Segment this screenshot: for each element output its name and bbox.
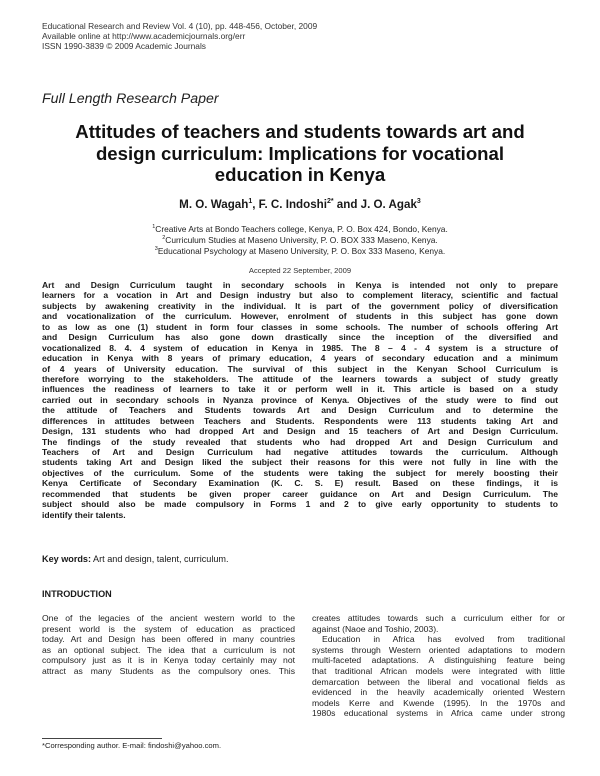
keywords-label: Key words:: [42, 554, 92, 564]
affiliation-mark: 2: [162, 235, 166, 242]
abstract: [42, 280, 558, 520]
abstract-line: and vocationalization of the curriculum. However, enrolment of students in this subject has gone down: [42, 311, 558, 322]
abstract-line: students taking Art and Design liked the subject their reasons for this were not fully in line with the: [42, 457, 558, 468]
abstract-line: learners for a vocation in Art and Design industry but also to complement literacy, scientific and factual: [42, 290, 558, 301]
paper-title: Attitudes of teachers and students towards art and design curriculum: Implications for vocational education in Kenya: [75, 121, 525, 185]
author-affiliation-mark: 3: [416, 198, 421, 206]
body-text-line: Education in Africa has evolved from traditional: [322, 634, 565, 645]
abstract-line: subject should also be made compulsory in Forms 1 and 2 to give early opportunity to students to: [42, 499, 558, 510]
abstract-line: identify their talents.: [42, 509, 126, 520]
keywords: [42, 554, 229, 564]
affiliation-mark: 3: [154, 246, 158, 253]
abstract-line: carried out in secondary schools in Nyanza province of Kenya. Objectives of the study were to find out: [42, 394, 558, 405]
abstract-line: subjects by awakening creativity in the individual. It is part of the government policy of diversification: [42, 300, 558, 311]
body-text-line: that traditional African models were integrated with little: [312, 665, 565, 676]
abstract-line: of 4 years of University education. The survival of this subject in the Kenyan School Curriculum is: [42, 363, 558, 374]
journal-url: Available online at http://www.academicjournals.org/err: [42, 31, 246, 42]
body-text-line: multi-faceted adaptations. A distinguishing feature being: [312, 655, 565, 666]
body-text-line: as an optional subject. The idea that a curriculum is not: [42, 644, 295, 655]
body-text-line: present world is the system of education as practiced: [42, 623, 295, 634]
abstract-line: vocationalized 8. 4. 4 system of education in Kenya in 1985. The 8 – 4 - 4 system is a structure of: [42, 342, 558, 353]
corresponding-author-footnote: *Corresponding author. E-mail: findoshi@yahoo.com.: [42, 741, 222, 750]
accepted-date: Accepted 22 September, 2009: [248, 266, 352, 275]
body-text-line: attract as many Students as the compulsory ones. This: [42, 665, 295, 676]
body-column-left: [42, 613, 295, 677]
author-separator: and: [333, 198, 361, 211]
body-text-line: creates attitudes towards such a curriculum either for or: [312, 613, 565, 623]
journal-citation: Educational Research and Review Vol. 4 (10), pp. 448-456, October, 2009: [42, 21, 318, 31]
affiliation-line: [80, 235, 520, 246]
affiliations: [80, 224, 520, 258]
body-text-line: demarcation between the liberal and vocational fields as: [312, 676, 565, 687]
body-column-right: [312, 613, 565, 719]
abstract-line: influences the readiness of learners to take it or perform well in it. This article is based on a study: [42, 384, 558, 395]
abstract-line: therefore worrying to the stakeholders. The attitude of the learners towards a subject of study greatly: [42, 373, 558, 384]
abstract-line: Art and Design Curriculum taught in secondary schools in Kenya is intended not only to prepare: [42, 280, 558, 290]
abstract-line: education in Kenya with 8 years of primary education, 4 years of secondary education and a minimum: [42, 353, 558, 364]
body-text-line: today. Art and Design has been offered in many countries: [42, 634, 295, 645]
author-affiliation-mark: 2*: [326, 198, 334, 206]
abstract-line: and Design Curriculum has also gone down drastically since the inception of the diversified and: [42, 332, 558, 343]
body-text-line: evidenced in the heavily academically oriented Western: [312, 687, 565, 698]
abstract-line: Teachers of Art and Design Curriculum had negative attitudes towards the curriculum. Although: [42, 447, 558, 457]
journal-issn: ISSN 1990-3839 © 2009 Academic Journals: [42, 41, 206, 52]
affiliation-mark: 1: [152, 224, 156, 231]
keywords-text: Art and design, talent, curriculum.: [91, 554, 229, 564]
affiliation-text: Creative Arts at Bondo Teachers college, Kenya, P. O. Box 424, Bondo, Kenya.: [155, 224, 448, 234]
author-affiliation-mark: 1: [248, 198, 253, 206]
affiliation-text: Educational Psychology at Maseno University, P. O. Box 333 Maseno, Kenya.: [157, 246, 446, 257]
abstract-line: Design, 131 students who had dropped Art and Design and 15 teachers of Art and Design Curriculum.: [42, 426, 558, 437]
abstract-line: recommended that students be given proper career guidance on Art and Design Curriculum. The: [42, 488, 558, 499]
author-name: M. O. Wagah: [179, 198, 249, 211]
introduction-heading: INTRODUCTION: [42, 589, 112, 599]
author-name: J. O. Agak: [360, 198, 417, 211]
abstract-line: differences in attitudes between Teachers and Students. Respondents were 113 students taking Art and: [42, 415, 558, 426]
author-name: F. C. Indoshi: [258, 198, 327, 211]
affiliation-text: Curriculum Studies at Maseno University, P. O. BOX 333 Maseno, Kenya.: [165, 235, 438, 246]
paper-type-label: Full Length Research Paper: [42, 91, 219, 107]
affiliation-line: [80, 246, 520, 257]
body-text-line: systems through Western oriented adaptations to modern: [312, 644, 565, 655]
body-text-line: models Kerre and Kwende (1995). In the 1970s and: [312, 697, 565, 708]
body-text-line: against (Naoe and Toshio, 2003).: [312, 623, 439, 634]
abstract-line: objectives of the curriculum. Some of the students were taking the subject for merely boosting their: [42, 467, 558, 478]
body-text-line: 1980s educational systems in Africa came under strong: [312, 708, 565, 719]
body-text-line: compulsory just as it is in Kenya today certainly may not: [42, 655, 295, 666]
author-separator: ,: [252, 198, 259, 211]
abstract-line: to as low as one (1) student in form four classes in some schools. The number of schools offering Art: [42, 321, 558, 332]
abstract-line: The findings of the study revealed that students who had dropped Art and Design Curriculum and: [42, 436, 558, 447]
author-list: [60, 198, 540, 211]
footnote-divider: [42, 738, 162, 739]
journal-header: [42, 21, 317, 52]
body-text-line: One of the legacies of the ancient western world to the: [42, 613, 295, 623]
abstract-line: Kenya Certificate of Secondary Examination (K. C. S. E) result. Based on these findings, it is: [42, 478, 558, 489]
affiliation-line: [80, 224, 520, 235]
abstract-line: the attitude of Teachers and Students towards Art and Design Curriculum and to determine the: [42, 405, 558, 416]
